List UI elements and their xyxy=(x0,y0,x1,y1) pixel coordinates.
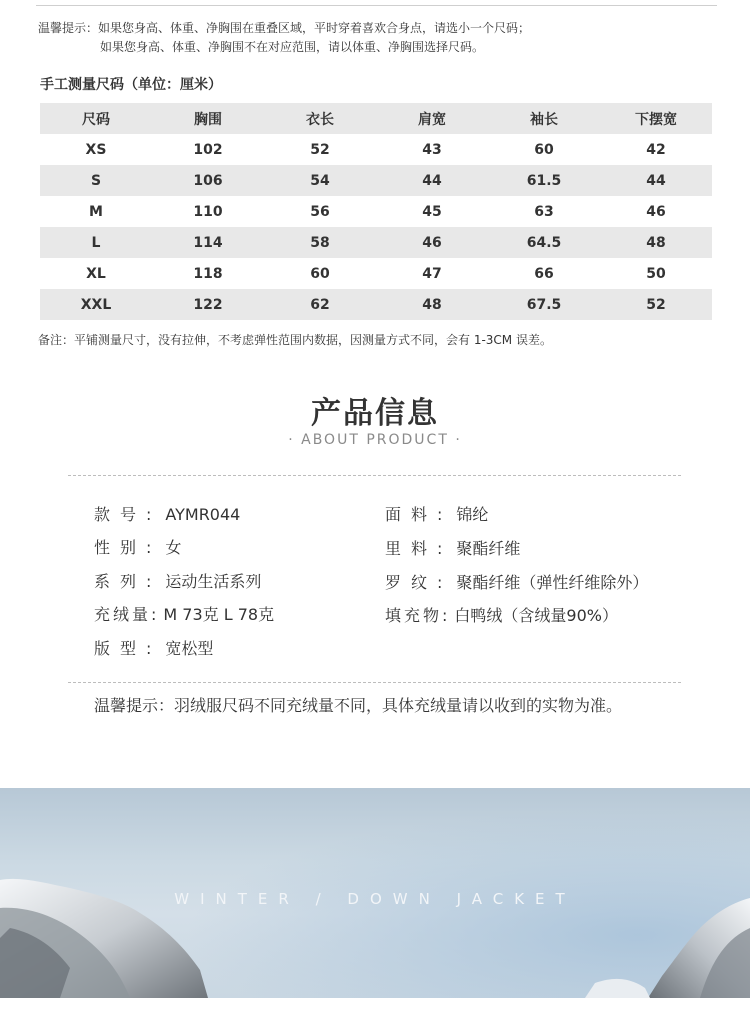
size-cell: 56 xyxy=(310,203,330,220)
attr-rib xyxy=(385,570,648,593)
attr-lining xyxy=(385,536,520,559)
size-cell: L xyxy=(91,234,101,251)
size-cell: 67.5 xyxy=(526,296,562,313)
attr-value: AYMR044 xyxy=(165,505,241,524)
size-cell: 43 xyxy=(422,141,442,158)
size-cell: XL xyxy=(86,265,106,282)
attr-value: 宽松型 xyxy=(165,639,214,658)
size-cell: 46 xyxy=(646,203,666,220)
size-cell: 58 xyxy=(310,234,330,251)
top-divider xyxy=(36,5,717,6)
size-table-header: 下摆宽 xyxy=(635,111,677,128)
product-info-title: 产品信息 xyxy=(311,396,439,431)
size-table-header: 尺码 xyxy=(82,111,110,128)
size-cell: XS xyxy=(85,141,107,158)
size-cell: 52 xyxy=(646,296,666,313)
product-info-subtitle: · ABOUT PRODUCT · xyxy=(288,432,462,448)
size-tip-line-1: 温馨提示：如果您身高、体重、净胸围在重叠区域，平时穿着喜欢合身点，请选小一个尺码； xyxy=(38,21,531,35)
size-tip-line-2: 如果您身高、体重、净胸围不在对应范围，请以体重、净胸围选择尺码。 xyxy=(100,40,485,54)
bottom-strip xyxy=(0,998,750,1013)
attr-gender xyxy=(94,535,181,558)
size-cell: 66 xyxy=(534,265,554,282)
size-table-row xyxy=(40,196,712,227)
attr-fit xyxy=(94,636,213,659)
size-cell: 64.5 xyxy=(526,234,562,251)
size-cell: 60 xyxy=(534,141,554,158)
size-cell: 102 xyxy=(193,141,223,158)
banner-caption: WINTER / DOWN JACKET xyxy=(174,890,576,908)
attr-value: 聚酯纤维 xyxy=(456,539,521,558)
size-table-row xyxy=(40,258,712,289)
attr-value: M 73克 L 78克 xyxy=(163,605,275,624)
dashed-divider-top xyxy=(68,475,681,476)
winter-banner xyxy=(0,788,750,998)
size-cell: 118 xyxy=(193,265,223,282)
fill-weight-tip: 温馨提示：羽绒服尺码不同充绒量不同，具体充绒量请以收到的实物为准。 xyxy=(94,696,623,715)
size-cell: 48 xyxy=(646,234,666,251)
size-cell: 48 xyxy=(422,296,442,313)
attr-value: 女 xyxy=(165,538,182,557)
size-table-header: 袖长 xyxy=(530,111,558,128)
size-cell: 63 xyxy=(534,203,554,220)
size-cell: 60 xyxy=(310,265,330,282)
measurement-note: 备注：平铺测量尺寸，没有拉伸，不考虑弹性范围内数据，因测量方式不同，会有 1-3CM 误差。 xyxy=(38,333,552,347)
size-cell: 46 xyxy=(422,234,442,251)
attr-label: 系列: xyxy=(94,572,162,591)
attr-label: 性别: xyxy=(94,538,162,557)
size-cell: 110 xyxy=(193,203,223,220)
size-cell: S xyxy=(90,172,102,189)
size-cell: 44 xyxy=(422,172,442,189)
attr-value: 聚酯纤维（弹性纤维除外） xyxy=(456,573,649,592)
size-cell: 61.5 xyxy=(526,172,562,189)
size-table-header: 胸围 xyxy=(194,111,222,128)
size-table-header: 衣长 xyxy=(306,111,334,128)
attr-label: 款号: xyxy=(94,505,162,524)
size-cell: 47 xyxy=(422,265,442,282)
attr-value: 锦纶 xyxy=(456,505,489,524)
size-cell: 54 xyxy=(310,172,330,189)
size-table-row xyxy=(40,227,712,258)
attr-label: 充绒量: xyxy=(94,605,160,624)
attr-label: 罗纹: xyxy=(385,573,453,592)
size-table-row xyxy=(40,165,712,196)
attr-filling xyxy=(385,603,618,626)
attr-label: 填充物: xyxy=(385,606,451,625)
attr-series xyxy=(94,569,261,592)
size-cell: 44 xyxy=(646,172,666,189)
size-table-title: 手工测量尺码（单位：厘米） xyxy=(40,77,222,93)
size-cell: 50 xyxy=(646,265,666,282)
dashed-divider-bottom xyxy=(68,682,681,683)
attr-value: 运动生活系列 xyxy=(165,572,262,591)
size-table-header-row xyxy=(40,103,712,134)
size-cell: 62 xyxy=(310,296,330,313)
attr-fill-weight xyxy=(94,602,274,625)
size-cell: 106 xyxy=(193,172,223,189)
size-cell: 42 xyxy=(646,141,666,158)
size-cell: 45 xyxy=(422,203,442,220)
attr-outer-fabric xyxy=(385,502,488,525)
size-table-row xyxy=(40,134,712,165)
size-cell: 122 xyxy=(193,296,223,313)
size-cell: 52 xyxy=(310,141,330,158)
size-table xyxy=(40,103,712,320)
size-cell: M xyxy=(89,203,103,220)
attr-label: 里料: xyxy=(385,539,453,558)
attr-style-no xyxy=(94,502,240,525)
size-cell: XXL xyxy=(80,296,112,313)
size-table-header: 肩宽 xyxy=(418,111,446,128)
attr-label: 面料: xyxy=(385,505,453,524)
attr-label: 版型: xyxy=(94,639,162,658)
size-table-row xyxy=(40,289,712,320)
size-cell: 114 xyxy=(193,234,223,251)
attr-value: 白鸭绒（含绒量90%） xyxy=(454,606,618,625)
